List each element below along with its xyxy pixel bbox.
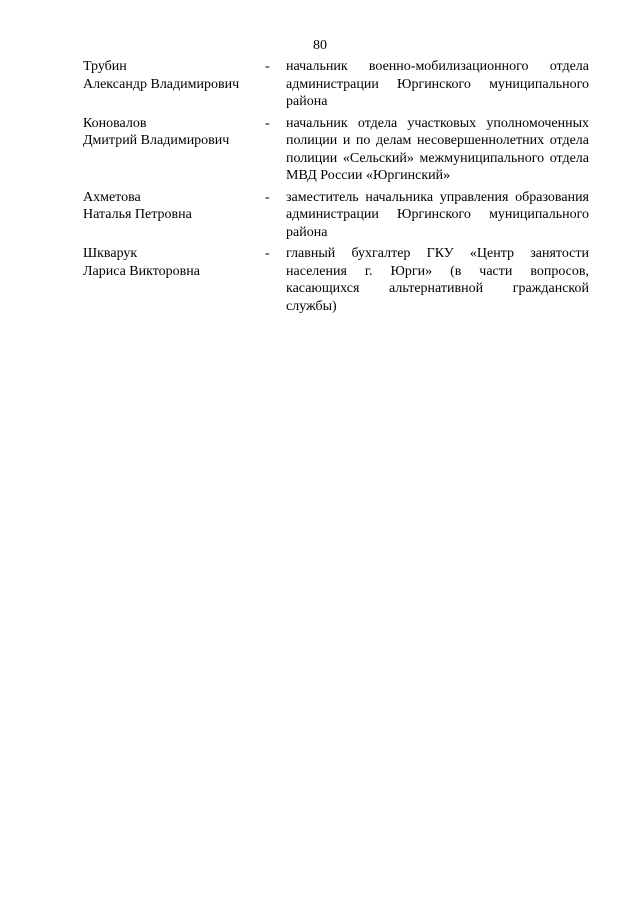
person-position: заместитель начальника управления образования администрации Юргинского муниципального района <box>286 189 589 240</box>
list-item <box>83 245 589 315</box>
person-name <box>83 189 265 224</box>
separator-dash: - <box>265 246 270 261</box>
person-given-names: Наталья Петровна <box>83 207 192 222</box>
person-name <box>83 58 265 93</box>
person-given-names: Александр Владимирович <box>83 76 240 92</box>
person-given-names: Лариса Викторовна <box>83 263 200 279</box>
person-name <box>83 115 265 150</box>
separator-dash: - <box>265 59 270 74</box>
person-surname: Ахметова <box>83 189 141 205</box>
person-name <box>83 245 265 280</box>
person-position: начальник военно-мобилизационного отдела администрации Юргинского муниципального района <box>286 59 589 109</box>
page-number: 80 <box>313 38 327 53</box>
list-item <box>83 58 589 111</box>
person-surname: Шкварук <box>83 246 138 261</box>
separator-dash: - <box>265 115 270 131</box>
person-surname: Трубин <box>83 59 127 74</box>
members-list <box>83 58 589 319</box>
list-item <box>83 115 589 185</box>
person-position: начальник отдела участковых уполномоченных полиции и по делам несовершеннолетних отдела полиции «Сельский» межмуниципального отдела МВД России «Юргинский» <box>286 115 589 183</box>
person-given-names: Дмитрий Владимирович <box>83 133 230 148</box>
list-item <box>83 189 589 242</box>
person-surname: Коновалов <box>83 115 147 131</box>
separator-dash: - <box>265 189 270 205</box>
person-position: главный бухгалтер ГКУ «Центр занятости населения г. Юрги» (в части вопросов, касающихся альтернативной гражданской службы) <box>286 246 589 314</box>
